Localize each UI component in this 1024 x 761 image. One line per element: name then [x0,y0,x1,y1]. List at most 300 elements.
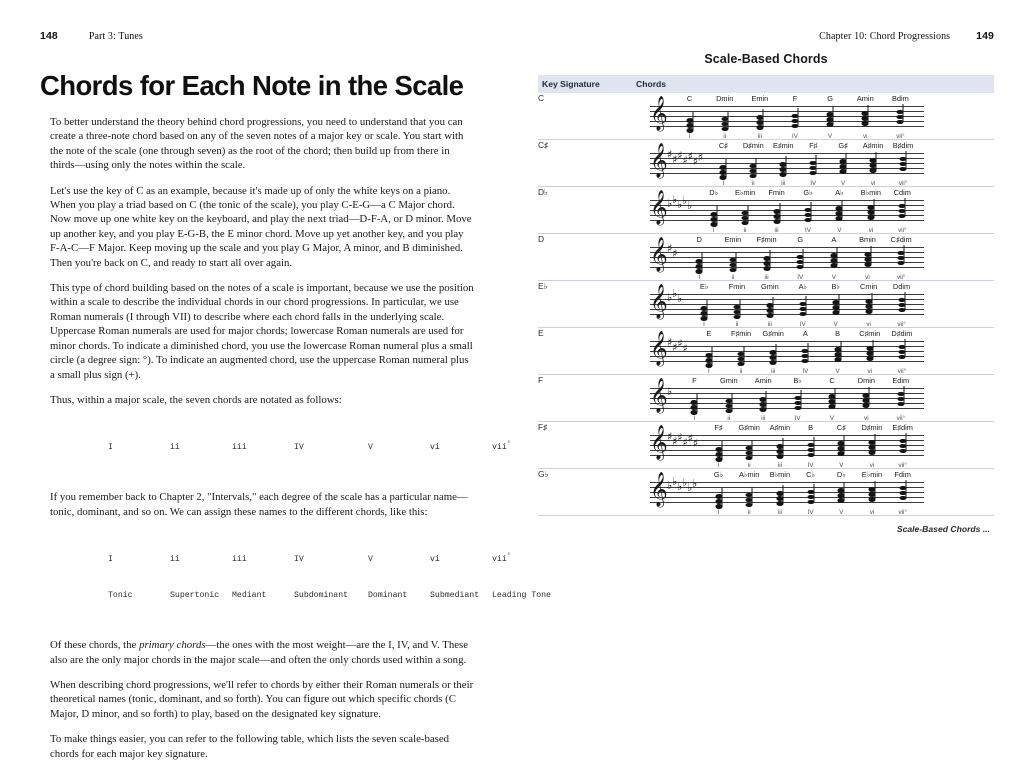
note-stem [707,300,708,318]
staff [650,423,924,469]
running-head-left [40,30,486,42]
roman-numeral-label: V [839,509,844,516]
note-stem [810,202,811,220]
note-stem [752,487,753,505]
chord-label: F♯ [714,423,723,432]
roman-numeral-label: vii° [898,462,907,469]
key-signature-accidentals: ♭♭♭♭♭♭ [667,475,696,494]
roman-numeral-label: vi [868,227,874,234]
table-row [538,93,994,140]
note-stem [873,199,874,217]
note-stem [840,341,841,359]
note-stem [842,200,843,218]
note-stem [903,386,904,404]
degree-name: Dominant [368,591,408,601]
key-signature-cell: E [538,328,544,338]
roman-numeral-label: IV [792,133,798,140]
chord-label: C♯ [836,423,846,432]
table-row [538,469,994,516]
staff-system [632,422,994,468]
note-stem [797,108,798,126]
staff [650,376,924,422]
chord-label: Gmin [761,282,779,291]
note-stem [769,250,770,268]
staff-line [650,398,924,399]
note-stem [726,159,727,177]
paragraph: When describing chord progressions, we'll refer to chords by either their Roman numerals or their theoretical names (tonic, dominant, and so forth). You can figure out which specific chords (C Major, D minor, and so forth) to play, based on the designated key signature. [50,678,474,720]
table-caption: Scale-Based Chords ... [896,524,990,534]
staff-system [632,281,994,327]
note-stem [766,391,767,409]
note-stem [876,152,877,170]
chord-label: Bmin [859,235,876,244]
chord-label: Dmin [716,94,734,103]
degree-name: Subdominant [294,591,349,601]
note-stem [756,158,757,176]
chord-label: C [686,94,693,103]
table-row [538,328,994,375]
note-stem [711,347,712,365]
staff-line [650,304,924,305]
key-signature-accidentals: ♯♯ [667,242,677,260]
chord-label: B♯dim [892,141,914,150]
roman-numeral: vii° [492,440,511,453]
key-signature-accidentals: ♭ [667,385,671,398]
key-signature-cell: D [538,234,545,244]
staff-line [650,215,924,216]
note-stem [800,390,801,408]
staff-line [650,356,924,357]
roman-numeral: ii [170,555,180,565]
roman-numeral-label: IV [807,509,814,516]
chord-label: Edim [892,376,910,385]
note-stem [805,296,806,314]
column-header-chords: Chords [636,79,667,89]
roman-numeral-label: vi [863,133,868,140]
table-body [538,93,994,516]
note-stem [870,246,871,264]
staff-line [650,445,924,446]
staff-system [632,187,994,233]
roman-numeral-label: iii [761,415,766,422]
note-stem [762,109,763,127]
roman-numeral-label: V [831,274,836,281]
roman-numeral-label: ii [747,509,751,516]
roman-numeral-label: IV [802,368,809,375]
chord-label: Fmin [768,188,785,197]
chord-label: E♯min [772,141,794,150]
chord-label: B♭min [860,188,882,197]
chords-cell [632,281,994,328]
roman-numeral-block [50,418,511,478]
treble-clef-icon: 𝄞 [650,189,668,225]
chord-label: B♭ [831,282,840,291]
chord-label: D [696,235,702,244]
chord-label: Bdim [891,94,909,103]
staff-system [632,328,994,374]
roman-numeral-label: I [717,462,720,469]
staff [650,94,924,140]
right-page [512,0,1024,612]
chord-label: C♯ [718,141,728,150]
staff-system [632,93,994,139]
chords-cell [632,93,994,140]
chords-cell [632,234,994,281]
roman-numeral-label: ii [747,462,751,469]
staff-line [650,262,924,263]
staff-line [650,252,924,253]
roman-numeral-label: V [829,415,835,422]
chords-cell [632,375,994,422]
chord-label: E♯dim [892,423,913,432]
roman-numeral-label: I [722,180,725,187]
chord-label: B♭min [769,470,791,479]
treble-clef-icon: 𝄞 [650,424,668,460]
roman-numeral-row [108,440,511,454]
roman-numeral-label: ii [727,415,731,422]
roman-numeral-label: V [837,227,842,234]
chord-label: Emin [751,94,769,103]
roman-numeral-label: V [841,180,846,187]
roman-numeral-label: IV [805,227,811,234]
paragraph: To better understand the theory behind chord progressions, you need to understand that you can create a three-note chord based on any of the seven notes of a major key or scale. You start with the note of the scale (one through seven) as the root of the chord; then build up from there in thirds—using only the notes within the scale. [50,116,464,172]
roman-numeral-label: vi [865,274,870,281]
key-signature-cell: C♯ [538,140,549,150]
roman-numeral-label: vii° [898,227,907,234]
staff-line [650,106,924,107]
table-row [538,281,994,328]
roman-numeral: vi [430,443,440,453]
roman-numeral-label: vii° [897,321,906,328]
chord-label: Gmin [719,376,738,385]
chord-label: F♯min [756,235,777,244]
roman-numeral-label: vii° [898,509,907,516]
roman-numeral: V [368,555,373,565]
note-stem [846,153,847,171]
note-stem [904,339,905,357]
page-title: Chords for Each Note in the Scale [40,70,464,101]
note-stem [752,440,753,458]
chord-label: G♭ [713,470,724,479]
primary-after: —the ones with the most weight—are the I, IV, and V. [205,639,440,652]
chord-label: F [792,94,798,103]
note-stem [904,245,905,263]
chord-label: C [829,376,835,385]
degree-names-block [50,530,551,626]
note-stem [844,435,845,453]
note-stem [721,488,722,506]
chord-label: G♭ [803,188,813,197]
staff-line [650,267,924,268]
note-stem [905,198,906,216]
roman-numeral: iii [232,443,247,453]
roman-numeral-label: vi [869,462,875,469]
staff-line [650,393,924,394]
roman-numeral-label: V [835,368,840,375]
body-column [40,115,551,761]
roman-numeral-label: vi [866,321,871,328]
table-row [538,234,994,281]
chord-label: B♭ [793,376,802,385]
key-signature-cell: D♭ [538,187,548,197]
roman-numeral-label: vii° [896,274,906,281]
roman-numeral-label: vii° [896,415,905,422]
note-stem [786,156,787,174]
note-stem [731,393,732,411]
staff-line [650,502,924,503]
folio-left: 148 [40,30,58,42]
key-signature-accidentals: ♯♯♯♯♯♯♯ [667,148,702,168]
note-stem [782,485,783,503]
chord-label: E♭ [699,282,709,291]
staff [650,141,924,187]
staff-line [650,247,924,248]
note-stem [803,249,804,267]
note-stem [808,343,809,361]
roman-numeral: V [368,443,373,453]
note-stem [874,481,875,499]
key-signature-cell: F [538,375,544,385]
roman-numeral-label: IV [810,180,817,187]
chord-label: Cmin [859,282,878,291]
roman-numeral-label: I [698,274,701,281]
roman-numeral: IV [294,443,304,453]
roman-numeral: ii [170,443,180,453]
roman-numeral-label: ii [723,133,727,140]
key-signature-accidentals: ♯♯♯♯♯♯ [667,430,697,450]
note-stem [868,105,869,123]
note-stem [735,252,736,270]
chord-label: C♭ [806,470,815,479]
chord-label: D♯min [861,423,883,432]
staff [650,188,924,234]
note-stem [833,106,834,124]
chord-label: B [835,329,841,338]
chord-label: Amin [754,376,772,385]
roman-numeral-label: ii [751,180,755,187]
chord-label: D♯dim [891,329,913,338]
roman-numeral-label: V [833,321,838,328]
key-signature-cell: G♭ [538,469,549,479]
roman-numeral-label: vi [864,415,869,422]
key-signature-cell: E♭ [538,281,548,291]
staff [650,235,924,281]
roman-numeral-label: I [693,415,696,422]
roman-numeral-label: vii° [897,368,907,375]
roman-numeral-label: vii° [896,133,905,140]
chords-cell [632,187,994,234]
chord-label: C♯min [859,329,881,338]
staff-line [650,173,924,174]
table-row [538,422,994,469]
staff-system [632,140,994,186]
roman-numeral: IV [294,555,304,565]
table-row [538,140,994,187]
note-stem [744,346,745,364]
chord-label: D♭ [709,188,719,197]
paragraph: Let's use the key of C as an example, because it's made up of only the white keys on a piano. When you play a triad based on C (the tonic of the scale), you play C-E-G—a C Major chord. Now move up one white key on the keyboard, and play the next triad—D-F-A, or D minor. Move up another key, and you play E-G-B, the E minor chord. Move up yet another key, and you play F-A-C—F Major. Keep moving up the scale and you play G Major, A minor, and B diminished. Then you're back on C, and ready to start all over again. [50,184,472,269]
chords-cell [632,140,994,187]
running-head-title-right: Chapter 10: Chord Progressions [819,31,951,42]
key-signature-accidentals: ♯♯♯♯ [667,336,687,355]
note-stem [905,480,906,498]
roman-numeral-label: ii [731,274,735,281]
staff-line [650,210,924,211]
staff-line [650,388,924,389]
roman-numeral-label: vi [869,509,875,516]
note-stem [748,205,749,223]
chord-label: G [797,235,804,244]
staff-system [632,469,994,515]
note-stem [813,437,814,455]
folio-right: 149 [976,30,994,42]
staff-line [650,455,924,456]
degree-name: Supertonic [170,591,220,601]
chord-label: G♯ [838,141,848,150]
chord-label: Fmin [728,282,746,291]
roman-numeral-label: V [839,462,844,469]
note-stem [904,292,905,310]
chord-label: A♯min [862,141,884,150]
note-stem [772,297,773,315]
roman-numeral-label: iii [774,227,779,234]
degree-name: Leading Tone [492,591,551,601]
note-stem [844,482,845,500]
staff-line [650,346,924,347]
roman-numeral-label: iii [771,368,776,375]
table-row [538,187,994,234]
roman-numeral-label: I [712,227,715,234]
chord-label: A♯min [769,423,791,432]
chord-label: G [827,94,833,103]
chord-label: F♯ [809,141,818,150]
treble-clef-icon: 𝄞 [650,142,668,178]
primary-emphasis: primary chords [139,639,206,652]
roman-numeral-label: I [708,368,710,375]
roman-numeral: iii [232,555,247,565]
chord-label: Fdim [894,470,911,479]
chords-cell [632,469,994,516]
note-stem [906,151,907,169]
primary-continued: These also are the only major chords in the major scale—and often the only chords used within a song. [50,639,469,666]
note-stem [872,340,873,358]
staff-line [650,314,924,315]
staff-line [650,294,924,295]
roman-numeral-label: iii [777,509,782,516]
note-stem [716,206,717,224]
staff-line [650,351,924,352]
chord-label: A♭min [739,470,760,479]
roman-numeral-label: IV [797,274,804,281]
chords-cell [632,328,994,375]
chord-label: Emin [724,235,742,244]
chord-label: Cdim [893,188,911,197]
treble-clef-icon: 𝄞 [650,236,668,272]
chord-label: Amin [856,94,874,103]
staff-line [650,309,924,310]
roman-numeral-label: IV [794,415,801,422]
staff-line [650,341,924,342]
chord-label: A♭ [835,188,844,197]
staff-system [632,375,994,421]
staff-system [632,234,994,280]
staff-line [650,450,924,451]
roman-numeral-label: vi [867,368,872,375]
note-stem [816,155,817,173]
roman-numeral-label: I [703,321,705,328]
note-stem [702,253,703,271]
staff-line [650,492,924,493]
table-row [538,375,994,422]
treble-clef-icon: 𝄞 [650,283,668,319]
table-title: Scale-Based Chords [704,52,828,66]
chord-label: G♯min [762,329,784,338]
staff-line [650,163,924,164]
roman-numeral: I [108,443,113,453]
chord-label: A♭ [798,282,807,291]
roman-numeral-label: iii [764,274,769,281]
chord-label: F♯min [730,329,752,338]
chord-label: D♭ [836,470,846,479]
roman-numeral-label: I [717,509,720,516]
chord-label: F [692,376,697,385]
chord-label: B [808,423,814,432]
note-stem [697,394,698,412]
note-stem [813,484,814,502]
staff-line [650,497,924,498]
roman-numeral: vii° [492,552,511,565]
note-stem [834,388,835,406]
chord-label: G♯min [738,423,760,432]
chord-label: A [831,235,837,244]
column-header-key-signature: Key Signature [542,79,600,89]
staff [650,282,924,328]
paragraph: If you remember back to Chapter 2, "Intervals," each degree of the scale has a particular name—tonic, dominant, and so on. We can assign these names to the different chords, like this: [50,491,468,518]
chord-label: E♭min [861,470,883,479]
running-head-title-left: Part 3: Tunes [88,31,143,42]
note-stem [905,433,906,451]
chord-label: D♯min [742,141,764,150]
degree-name-row [108,590,551,602]
roman-numeral-label: iii [777,462,782,469]
note-stem [721,441,722,459]
chord-label: A [802,329,808,338]
key-signature-cell: C [538,93,545,103]
roman-numeral-label: vi [870,180,876,187]
staff-line [650,257,924,258]
roman-numeral-label: IV [799,321,806,328]
note-stem [692,112,693,130]
roman-numeral-label: ii [743,227,747,234]
note-stem [779,203,780,221]
chord-label: Ddim [892,282,911,291]
roman-numeral-label: ii [735,321,739,328]
note-stem [727,111,728,129]
degree-name: Tonic [108,591,133,601]
roman-numeral-label: vii° [898,180,908,187]
key-signature-accidentals: ♭♭♭♭♭ [667,193,691,212]
note-stem [869,387,870,405]
roman-numeral: vi [430,555,440,565]
table-header-row [538,75,994,93]
note-stem [871,293,872,311]
note-stem [838,294,839,312]
roman-numeral-label: iii [781,180,786,187]
staff-line [650,220,924,221]
staff-line [650,299,924,300]
paragraph: This type of chord building based on the notes of a scale is important, because we use the position within a scale to describe the individual chords in our chord progressions. In particular, we use Roman numerals (I through VII) to describe where each chord falls in the underlying scale. Uppercase Roman numerals are used for major chords; lowercase Roman numerals are used for minor chords. To indicate a diminished chord, you use the lowercase Roman numeral plus a small circle (a degree sign: °). To indicate an augmented chord, use the uppercase Roman numeral plus a small plus sign (+). [50,282,474,381]
chord-label: E [706,329,712,338]
